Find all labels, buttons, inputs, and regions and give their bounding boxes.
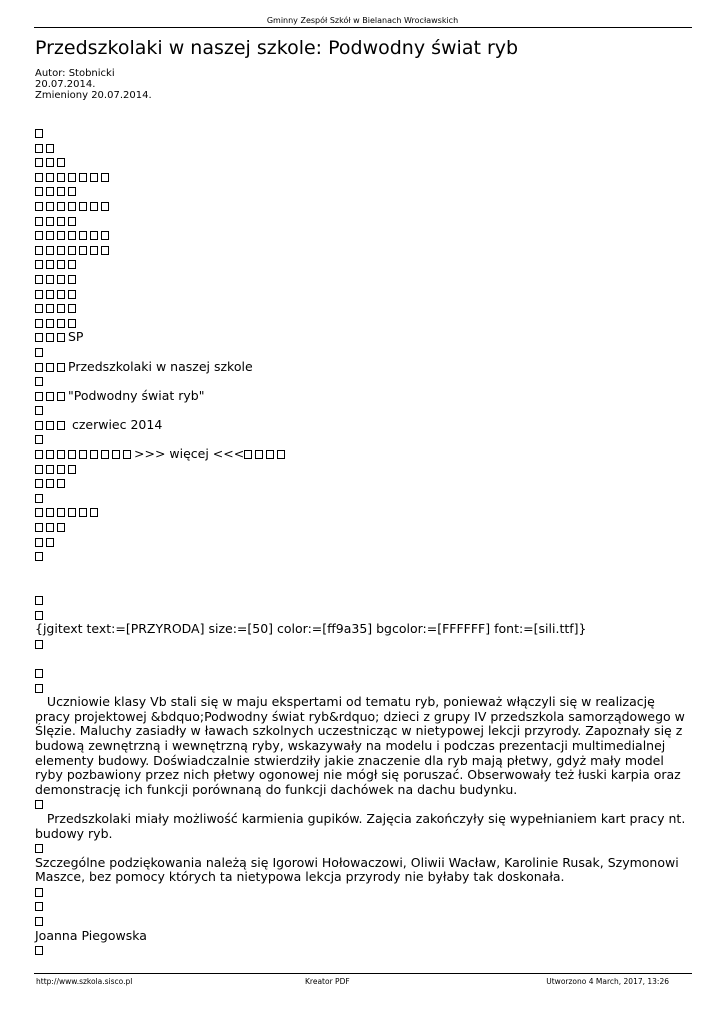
missing-glyph-box bbox=[57, 508, 65, 517]
missing-glyph-box bbox=[79, 202, 87, 211]
modified-line: Zmieniony 20.07.2014. bbox=[35, 90, 152, 101]
body-line bbox=[35, 564, 690, 579]
body-line bbox=[35, 462, 690, 477]
missing-glyph-box bbox=[244, 450, 252, 459]
missing-glyph-box bbox=[79, 173, 87, 182]
body-line bbox=[35, 301, 690, 316]
body-line bbox=[35, 330, 690, 345]
missing-glyph-box bbox=[46, 158, 54, 167]
missing-glyph-box bbox=[90, 246, 98, 255]
body-line-text: SP bbox=[68, 329, 84, 345]
missing-glyph-box bbox=[68, 187, 76, 196]
missing-glyph-box bbox=[35, 421, 43, 430]
missing-glyph-box bbox=[35, 465, 43, 474]
body-line bbox=[35, 505, 690, 520]
body-line bbox=[35, 432, 690, 447]
body-line bbox=[35, 374, 690, 389]
missing-glyph-box bbox=[68, 246, 76, 255]
body-line bbox=[35, 389, 690, 404]
missing-glyph-box bbox=[57, 523, 65, 532]
missing-glyph-box bbox=[46, 260, 54, 269]
body-line bbox=[35, 403, 690, 418]
missing-glyph-box bbox=[90, 231, 98, 240]
missing-glyph-box bbox=[90, 202, 98, 211]
body-line bbox=[35, 184, 690, 199]
missing-glyph-box bbox=[35, 129, 43, 138]
body-line bbox=[35, 593, 690, 608]
missing-glyph-box bbox=[35, 392, 43, 401]
missing-glyph-box bbox=[90, 508, 98, 517]
body-line bbox=[35, 447, 690, 462]
missing-glyph-box bbox=[35, 902, 43, 911]
body-line bbox=[35, 360, 690, 375]
missing-glyph-box bbox=[68, 290, 76, 299]
body-line bbox=[35, 287, 690, 302]
body-line-text: Uczniowie klasy Vb stali się w maju ekspertami od tematu ryb, ponieważ włączyli się w realizację pracy projektowej &bdquo;Podwodny świat ryb&rdquo; dzieci z grupy IV przedszkola samorządowego w Ślęzie. Maluchy zasiadły w ławach szkolnych uczestnicząc w nietypowej lekcji przyrody. Zapoznały się z budową zewnętrzną i wewnętrzną ryby, wskazywały na modelu i podczas prezentacji multimedialnej elementy budowy. Doświadczalnie stwierdziły jakie znaczenie dla ryb mają płetwy, gdyż mały model ryby pozbawiony przez nich płetwy ogonowej nie mógł się poruszać. Obserwowały też łuski karpia oraz demonstrację ich funkcji porównaną do funkcji dachówek na dachu budynku. bbox=[35, 694, 689, 797]
missing-glyph-box bbox=[35, 640, 43, 649]
missing-glyph-box bbox=[101, 202, 109, 211]
footer-created: Utworzono 4 March, 2017, 13:26 bbox=[546, 977, 669, 986]
missing-glyph-box bbox=[79, 508, 87, 517]
missing-glyph-box bbox=[35, 406, 43, 415]
body-line bbox=[35, 418, 690, 433]
body-line bbox=[35, 170, 690, 185]
missing-glyph-box bbox=[57, 187, 65, 196]
body-line bbox=[35, 199, 690, 214]
missing-glyph-box bbox=[57, 450, 65, 459]
missing-glyph-box bbox=[57, 260, 65, 269]
missing-glyph-box bbox=[57, 421, 65, 430]
body-line-text: Przedszkolaki miały możliwość karmienia gupików. Zajęcia zakończyły się wypełnianiem kart pracy nt. budowy ryb. bbox=[35, 810, 690, 841]
missing-glyph-box bbox=[266, 450, 274, 459]
body-line bbox=[35, 520, 690, 535]
missing-glyph-box bbox=[57, 333, 65, 342]
body-line-text: >>> więcej <<< bbox=[134, 446, 245, 462]
missing-glyph-box bbox=[46, 231, 54, 240]
body-line bbox=[35, 578, 690, 593]
missing-glyph-box bbox=[57, 465, 65, 474]
date-line: 20.07.2014. bbox=[35, 79, 96, 90]
missing-glyph-box bbox=[123, 450, 131, 459]
missing-glyph-box bbox=[35, 523, 43, 532]
missing-glyph-box bbox=[90, 450, 98, 459]
missing-glyph-box bbox=[35, 377, 43, 386]
page-header-school-name: Gminny Zespół Szkół w Bielanach Wrocławskich bbox=[266, 16, 459, 25]
missing-glyph-box bbox=[35, 246, 43, 255]
body-line-text: "Podwodny świat ryb" bbox=[68, 387, 205, 403]
body-line bbox=[35, 155, 690, 170]
missing-glyph-box bbox=[35, 917, 43, 926]
missing-glyph-box bbox=[46, 508, 54, 517]
missing-glyph-box bbox=[57, 304, 65, 313]
body-line bbox=[35, 214, 690, 229]
missing-glyph-box bbox=[35, 348, 43, 357]
missing-glyph-box bbox=[35, 800, 43, 809]
footer-url[interactable]: http://www.szkola.sisco.pl bbox=[36, 977, 133, 986]
missing-glyph-box bbox=[35, 611, 43, 620]
missing-glyph-box bbox=[68, 465, 76, 474]
missing-glyph-box bbox=[57, 479, 65, 488]
body-line bbox=[35, 651, 690, 666]
missing-glyph-box bbox=[90, 173, 98, 182]
missing-glyph-box bbox=[57, 275, 65, 284]
body-line bbox=[35, 885, 690, 900]
missing-glyph-box bbox=[46, 538, 54, 547]
missing-glyph-box bbox=[35, 669, 43, 678]
missing-glyph-box bbox=[46, 465, 54, 474]
missing-glyph-box bbox=[68, 450, 76, 459]
header-divider bbox=[34, 27, 692, 28]
body-line bbox=[35, 549, 690, 564]
missing-glyph-box bbox=[46, 304, 54, 313]
missing-glyph-box bbox=[68, 231, 76, 240]
missing-glyph-box bbox=[46, 202, 54, 211]
body-line-text: Joanna Piegowska bbox=[35, 927, 147, 943]
missing-glyph-box bbox=[35, 844, 43, 853]
body-line bbox=[35, 666, 690, 681]
missing-glyph-box bbox=[68, 304, 76, 313]
missing-glyph-box bbox=[57, 158, 65, 167]
missing-glyph-box bbox=[35, 275, 43, 284]
missing-glyph-box bbox=[57, 319, 65, 328]
missing-glyph-box bbox=[57, 173, 65, 182]
article-meta bbox=[35, 68, 152, 101]
missing-glyph-box bbox=[46, 144, 54, 153]
missing-glyph-box bbox=[57, 202, 65, 211]
author-line: Autor: Stobnicki bbox=[35, 68, 115, 79]
missing-glyph-box bbox=[35, 684, 43, 693]
missing-glyph-box bbox=[35, 888, 43, 897]
body-line bbox=[35, 608, 690, 623]
body-line-text: Szczególne podziękowania należą się Igorowi Hołowaczowi, Oliwii Wacław, Karolinie Rusak, Szymonowi Maszce, bez pomocy których ta nietypowa lekcja przyrody nie byłaby tak doskonała. bbox=[35, 854, 683, 885]
body-line bbox=[35, 535, 690, 550]
body-line bbox=[35, 476, 690, 491]
missing-glyph-box bbox=[68, 217, 76, 226]
missing-glyph-box bbox=[46, 333, 54, 342]
missing-glyph-box bbox=[35, 552, 43, 561]
missing-glyph-box bbox=[46, 421, 54, 430]
body-line bbox=[35, 228, 690, 243]
body-line bbox=[35, 345, 690, 360]
missing-glyph-box bbox=[46, 450, 54, 459]
missing-glyph-box bbox=[35, 538, 43, 547]
body-line bbox=[35, 126, 690, 141]
body-line bbox=[35, 316, 690, 331]
missing-glyph-box bbox=[68, 319, 76, 328]
missing-glyph-box bbox=[68, 508, 76, 517]
missing-glyph-box bbox=[101, 450, 109, 459]
missing-glyph-box bbox=[68, 173, 76, 182]
missing-glyph-box bbox=[35, 187, 43, 196]
missing-glyph-box bbox=[277, 450, 285, 459]
body-line bbox=[35, 622, 690, 637]
body-line bbox=[35, 797, 690, 812]
missing-glyph-box bbox=[35, 290, 43, 299]
body-line bbox=[35, 681, 690, 696]
missing-glyph-box bbox=[57, 363, 65, 372]
body-line bbox=[35, 637, 690, 652]
missing-glyph-box bbox=[101, 173, 109, 182]
missing-glyph-box bbox=[35, 494, 43, 503]
missing-glyph-box bbox=[35, 144, 43, 153]
missing-glyph-box bbox=[46, 523, 54, 532]
missing-glyph-box bbox=[46, 173, 54, 182]
missing-glyph-box bbox=[57, 217, 65, 226]
missing-glyph-box bbox=[101, 246, 109, 255]
body-line bbox=[35, 272, 690, 287]
body-line bbox=[35, 914, 690, 929]
missing-glyph-box bbox=[79, 246, 87, 255]
missing-glyph-box bbox=[35, 217, 43, 226]
body-paragraph bbox=[35, 695, 690, 797]
missing-glyph-box bbox=[46, 319, 54, 328]
body-line-text: czerwiec 2014 bbox=[68, 416, 163, 432]
missing-glyph-box bbox=[35, 596, 43, 605]
missing-glyph-box bbox=[112, 450, 120, 459]
missing-glyph-box bbox=[46, 187, 54, 196]
article-title: Przedszkolaki w naszej szkole: Podwodny świat ryb bbox=[35, 37, 519, 59]
missing-glyph-box bbox=[35, 173, 43, 182]
missing-glyph-box bbox=[57, 231, 65, 240]
missing-glyph-box bbox=[35, 202, 43, 211]
missing-glyph-box bbox=[79, 231, 87, 240]
missing-glyph-box bbox=[68, 260, 76, 269]
missing-glyph-box bbox=[46, 246, 54, 255]
missing-glyph-box bbox=[57, 290, 65, 299]
missing-glyph-box bbox=[46, 275, 54, 284]
body-line bbox=[35, 141, 690, 156]
footer-divider bbox=[34, 973, 692, 974]
missing-glyph-box bbox=[35, 363, 43, 372]
missing-glyph-box bbox=[46, 479, 54, 488]
body-line bbox=[35, 491, 690, 506]
missing-glyph-box bbox=[35, 333, 43, 342]
missing-glyph-box bbox=[101, 231, 109, 240]
missing-glyph-box bbox=[68, 202, 76, 211]
missing-glyph-box bbox=[35, 231, 43, 240]
missing-glyph-box bbox=[255, 450, 263, 459]
missing-glyph-box bbox=[46, 392, 54, 401]
missing-glyph-box bbox=[35, 508, 43, 517]
missing-glyph-box bbox=[79, 450, 87, 459]
body-paragraph bbox=[35, 856, 690, 885]
missing-glyph-box bbox=[68, 275, 76, 284]
body-line bbox=[35, 257, 690, 272]
missing-glyph-box bbox=[35, 304, 43, 313]
missing-glyph-box bbox=[46, 363, 54, 372]
body-line bbox=[35, 243, 690, 258]
missing-glyph-box bbox=[35, 260, 43, 269]
footer-generator: Kreator PDF bbox=[305, 977, 350, 986]
body-paragraph bbox=[35, 812, 690, 841]
body-line-text: Przedszkolaki w naszej szkole bbox=[68, 358, 253, 374]
missing-glyph-box bbox=[35, 319, 43, 328]
missing-glyph-box bbox=[46, 290, 54, 299]
missing-glyph-box bbox=[35, 435, 43, 444]
missing-glyph-box bbox=[35, 158, 43, 167]
missing-glyph-box bbox=[57, 246, 65, 255]
article-body bbox=[35, 126, 690, 958]
missing-glyph-box bbox=[35, 479, 43, 488]
missing-glyph-box bbox=[35, 450, 43, 459]
body-line bbox=[35, 929, 690, 944]
body-line bbox=[35, 943, 690, 958]
body-line-text: {jgitext text:=[PRZYRODA] size:=[50] color:=[ff9a35] bgcolor:=[FFFFFF] font:=[sili.ttf]} bbox=[35, 621, 587, 637]
body-line bbox=[35, 841, 690, 856]
missing-glyph-box bbox=[46, 217, 54, 226]
missing-glyph-box bbox=[35, 946, 43, 955]
missing-glyph-box bbox=[57, 392, 65, 401]
body-line bbox=[35, 899, 690, 914]
